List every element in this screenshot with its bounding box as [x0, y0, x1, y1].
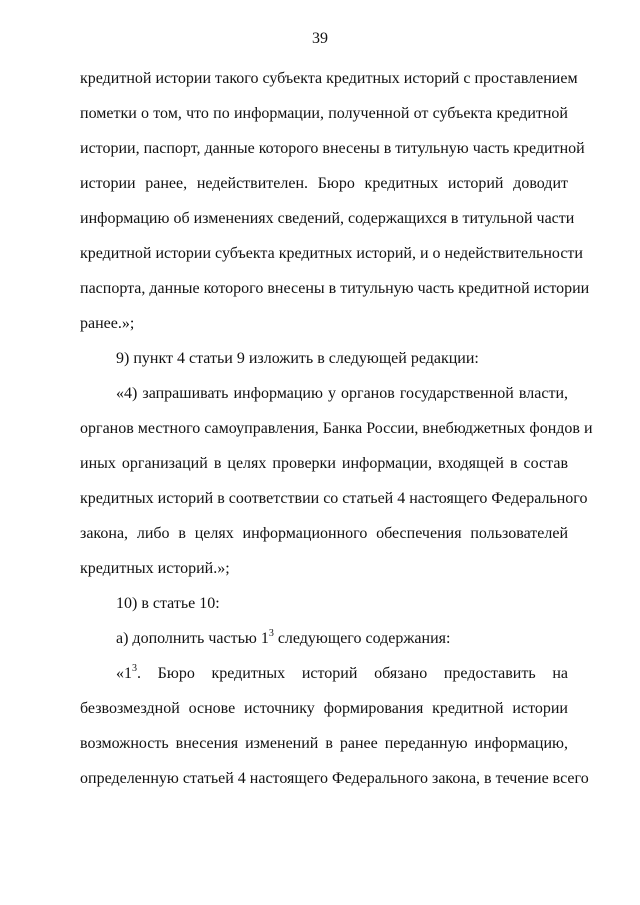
text-line: истории ранее, недействителен. Бюро кредитных историй доводит — [80, 175, 568, 192]
text-line: информацию об изменениях сведений, содержащихся в титульной части — [80, 210, 575, 227]
text-line: возможность внесения изменений в ранее переданную информацию, — [80, 735, 568, 752]
superscript: 3 — [268, 627, 274, 639]
text-line: органов местного самоуправления, Банка России, внебюджетных фондов и — [80, 420, 593, 437]
text-line: пометки о том, что по информации, полученной от субъекта кредитной — [80, 105, 568, 122]
text-line: кредитных историй в соответствии со статьей 4 настоящего Федерального — [80, 490, 588, 507]
text-line: истории, паспорт, данные которого внесены в титульную часть кредитной — [80, 140, 585, 157]
text-fragment: а) дополнить частью 1 — [116, 630, 269, 647]
text-line-indented: 9) пункт 4 статьи 9 изложить в следующей редакции: — [116, 350, 479, 367]
text-line-indented: 10) в статье 10: — [116, 595, 220, 612]
text-line-indented — [116, 664, 568, 684]
text-line-indented: «4) запрашивать информацию у органов государственной власти, — [116, 385, 568, 402]
text-line: ранее.»; — [80, 315, 135, 332]
text-fragment: «$1^3$. Бюро кредитных историй обязано предоставить на — [116, 662, 568, 682]
text-fragment: следующего содержания: — [277, 630, 451, 647]
text-line: кредитной истории такого субъекта кредитных историй с проставлением — [80, 70, 578, 87]
text-line: закона, либо в целях информационного обеспечения пользователей — [80, 525, 568, 542]
text-line: кредитной истории субъекта кредитных историй, и о недействительности — [80, 245, 583, 262]
superscript: 3 — [132, 662, 137, 674]
text-line: безвозмездной основе источнику формирования кредитной истории — [80, 700, 568, 717]
text-line: иных организаций в целях проверки информации, входящей в состав — [80, 455, 568, 472]
text-line: кредитных историй.»; — [80, 560, 230, 577]
page-number: 39 — [312, 30, 328, 47]
text-line: определенную статьей 4 настоящего Федерального закона, в течение всего — [80, 770, 589, 787]
text-line-indented — [116, 629, 568, 649]
text-line: паспорта, данные которого внесены в титульную часть кредитной истории — [80, 280, 590, 297]
